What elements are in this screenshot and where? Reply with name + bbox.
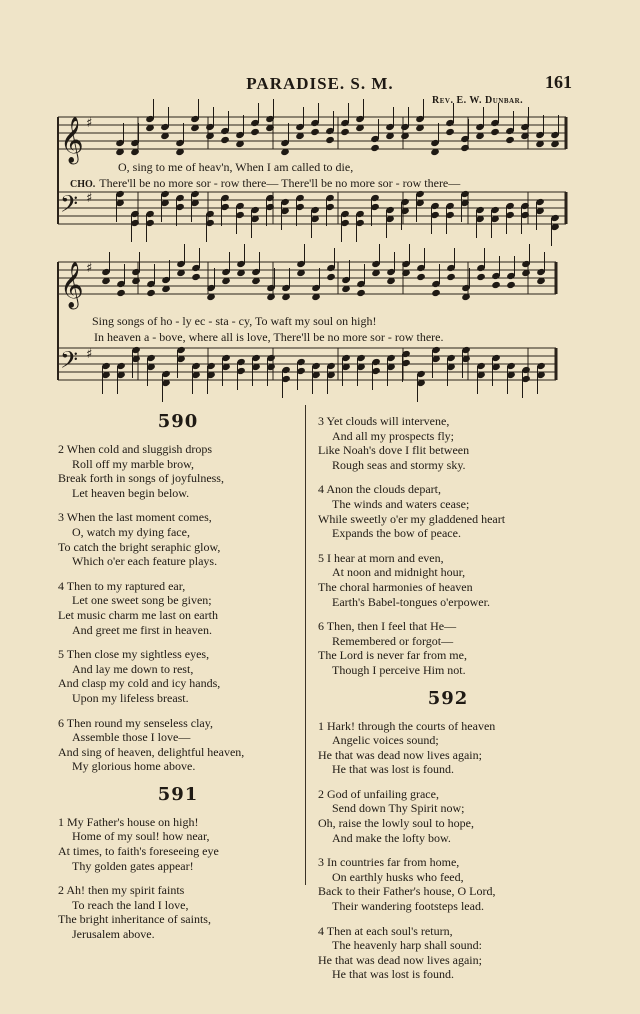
notehead <box>191 273 201 281</box>
stanza-line: Though I perceive Him not. <box>332 662 466 677</box>
stanza-line: Like Noah's dove I flit between <box>318 443 470 458</box>
stanza <box>58 579 298 637</box>
notehead <box>370 144 380 152</box>
stanza-line: 3 In countries far from home, <box>318 855 460 870</box>
sharp-icon: ♯ <box>86 347 93 362</box>
notehead <box>491 281 501 289</box>
notehead <box>325 136 335 144</box>
stanza-line: Earth's Babel-tongues o'erpower. <box>332 594 490 609</box>
stanza-line: Send down Thy Spirit now; <box>332 801 465 816</box>
stanza-line: Break forth in songs of joyfulness, <box>58 471 224 486</box>
music-score <box>0 0 640 410</box>
system1-lyric-verse: O, sing to me of heav'n, When I am called to die, <box>118 160 354 174</box>
hymn-number: 592 <box>427 687 469 709</box>
stanza-line: Oh, raise the lowly soul to hope, <box>318 816 474 831</box>
stanza-line: The heavenly harp shall sound: <box>332 938 482 953</box>
stanza-line: 2 God of unfailing grace, <box>318 786 439 801</box>
sharp-icon: ♯ <box>86 191 93 206</box>
stanza-line: 6 Then round my senseless clay, <box>58 715 213 730</box>
stanza-line: Let one sweet song be given; <box>72 593 212 608</box>
stanza-line: And make the lofty bow. <box>332 830 451 845</box>
stanza-line: On earthly husks who feed, <box>332 869 464 884</box>
notehead <box>356 289 366 297</box>
stanza <box>58 510 298 568</box>
stanza-line: To catch the bright seraphic glow, <box>58 539 221 554</box>
notehead <box>326 273 336 281</box>
stanza-line: At noon and midnight hour, <box>332 565 466 580</box>
stanza <box>58 647 298 705</box>
notehead <box>476 273 486 281</box>
stanza-line: And lay me down to rest, <box>72 661 194 676</box>
hymn-tune-title: PARADISE. S. M. <box>246 74 394 93</box>
stanza-line: My glorious home above. <box>72 759 196 774</box>
notehead <box>431 289 441 297</box>
stanza <box>318 855 578 913</box>
stanza-line: 4 Anon the clouds depart, <box>318 482 441 497</box>
stanza-line: The Lord is never far from me, <box>318 648 467 663</box>
stanza <box>318 482 578 540</box>
stanza-line: Home of my soul! how near, <box>72 829 210 844</box>
notehead <box>310 128 320 136</box>
stanza-line: Expands the bow of peace. <box>332 526 461 541</box>
page-number: 161 <box>545 72 572 92</box>
stanza-line: While sweetly o'er my gladdened heart <box>318 511 506 526</box>
stanza <box>58 883 298 941</box>
stanza-line: He that was lost is found. <box>332 762 454 777</box>
notehead <box>250 128 260 136</box>
stanza <box>318 924 578 982</box>
stanza <box>318 719 578 777</box>
notehead <box>445 128 455 136</box>
stanza-line: To reach the land I love, <box>72 897 189 912</box>
stanza-line: Upon my lifeless breast. <box>72 690 189 705</box>
stanza-line: O, watch my dying face, <box>72 524 190 539</box>
hymn-number: 590 <box>157 411 199 432</box>
stanza-line: And clasp my cold and icy hands, <box>58 676 221 691</box>
stanza-line: 5 Then close my sightless eyes, <box>58 647 210 662</box>
notehead <box>220 136 230 144</box>
stanza-line: The choral harmonies of heaven <box>318 579 473 594</box>
composer-credit: Rev. E. W. Dunbar. <box>432 95 524 106</box>
stanza-line: Rough seas and stormy sky. <box>332 457 466 472</box>
stanza-line: And sing of heaven, delightful heaven, <box>58 744 245 759</box>
stanza-line: And all my prospects fly; <box>332 428 454 443</box>
notehead <box>416 273 426 281</box>
stanza-line: 5 I hear at morn and even, <box>318 550 444 565</box>
stanza-line: Let heaven begin below. <box>72 485 190 500</box>
notehead <box>506 281 516 289</box>
bass-clef-icon: 𝄢 <box>60 190 79 223</box>
stanza <box>58 815 298 873</box>
left-column <box>58 405 298 952</box>
stanza-line: Back to their Father's house, O Lord, <box>318 884 496 899</box>
stanza-line: 3 Yet clouds will intervene, <box>318 414 450 428</box>
stanza-line: Which o'er each feature plays. <box>72 554 218 569</box>
system2-lyric-verse: Sing songs of ho - ly ec - sta - cy, To waft my soul on high! <box>92 314 377 328</box>
stanza-line: 4 Then to my raptured ear, <box>58 578 186 593</box>
stanza-line: Roll off my marble brow, <box>72 456 194 471</box>
stanza-line: Their wandering footsteps lead. <box>332 899 484 914</box>
stanza <box>318 414 578 472</box>
stanza-line: Thy golden gates appear! <box>72 858 194 873</box>
system2-lyric-chorus: In heaven a - bove, where all is love, There'll be no more sor - row there. <box>94 330 444 344</box>
notehead <box>505 136 515 144</box>
stanza <box>318 619 578 677</box>
chorus-text: There'll be no more sor - row there— There'll be no more sor - row there— <box>99 176 461 190</box>
system1-lyric-chorus <box>70 176 460 191</box>
stanza-line: Assemble those I love— <box>72 730 191 745</box>
stanza-line: He that was lost is found. <box>332 967 454 982</box>
hymn-number: 591 <box>157 783 199 805</box>
chorus-label: CHO. <box>70 179 96 190</box>
stanza-line: Jerusalem above. <box>72 927 155 942</box>
notehead <box>490 128 500 136</box>
stanza <box>318 551 578 609</box>
stanza-line: He that was dead now lives again; <box>318 747 482 762</box>
stanza-line: 3 When the last moment comes, <box>58 510 212 525</box>
column-divider <box>305 405 306 885</box>
stanza-line: 6 Then, then I feel that He— <box>318 619 457 634</box>
bass-clef-icon: 𝄢 <box>60 346 79 379</box>
stanza-line: Remembered or forgot— <box>332 633 454 648</box>
stanza-line: The bright inheritance of saints, <box>58 912 211 927</box>
notehead <box>116 289 126 297</box>
treble-clef-icon: 𝄞 <box>60 262 84 308</box>
sharp-icon: ♯ <box>86 261 93 276</box>
stanza-line: Let music charm me last on earth <box>58 607 218 622</box>
stanza-line: Angelic voices sound; <box>332 733 439 748</box>
stanza-line: 2 Ah! then my spirit faints <box>58 883 185 898</box>
stanza-line: 1 Hark! through the courts of heaven <box>318 718 496 733</box>
stanza-line: 2 When cold and sluggish drops <box>58 442 213 456</box>
stanza <box>58 442 298 500</box>
stanza-line: He that was dead now lives again; <box>318 952 482 967</box>
right-column <box>318 414 578 992</box>
stanza-line: 4 Then at each soul's return, <box>318 923 453 938</box>
stanza-line: At times, to faith's foreseeing eye <box>58 844 219 859</box>
stanza-line: 1 My Father's house on high! <box>58 814 199 829</box>
stanza <box>318 787 578 845</box>
notehead <box>340 128 350 136</box>
sharp-icon: ♯ <box>86 116 93 131</box>
notehead <box>446 273 456 281</box>
notehead <box>146 289 156 297</box>
stanza <box>58 716 298 774</box>
stanza-line: And greet me first in heaven. <box>72 622 212 637</box>
stanza-line: The winds and waters cease; <box>332 496 470 511</box>
treble-clef-icon: 𝄞 <box>60 117 84 163</box>
